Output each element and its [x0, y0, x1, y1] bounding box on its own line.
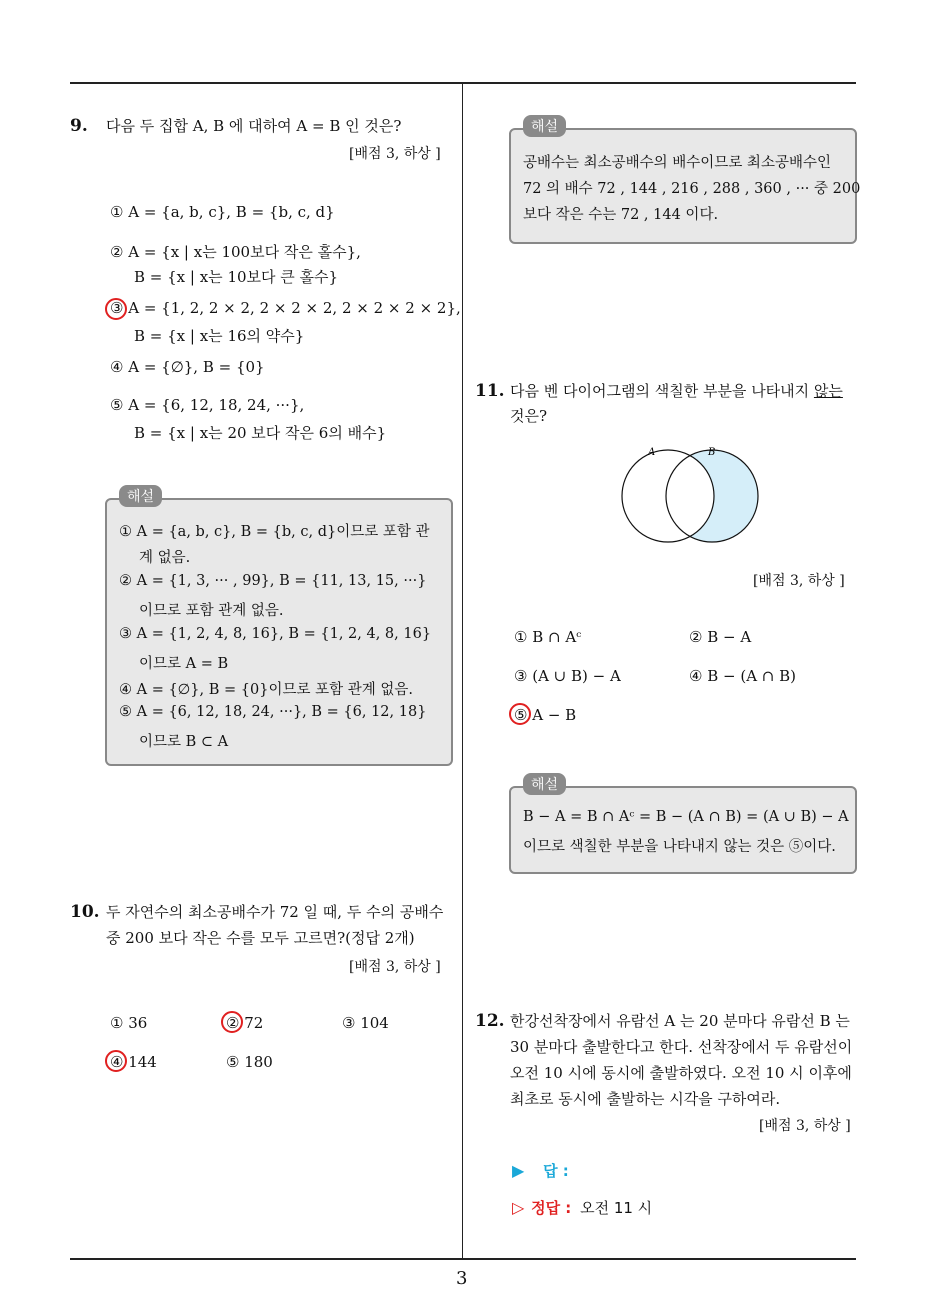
q10-expl-line: 보다 작은 수는 72 , 144 이다.	[523, 207, 719, 223]
correct-label: 정답 :	[531, 1199, 572, 1217]
q11-option-3: ③ (A ∪ B) − A	[514, 667, 621, 685]
venn-label-b: B	[708, 447, 716, 458]
venn-label-a: A	[648, 447, 656, 458]
q9-option-2: ② A = {x | x는 100보다 작은 홀수},	[110, 243, 361, 261]
q12-text-1: 한강선착장에서 유람선 A 는 20 분마다 유람선 B 는	[510, 1012, 850, 1030]
q10-answer-mark	[105, 1050, 127, 1072]
q12-text-3: 오전 10 시에 동시에 출발하였다. 오전 10 시 이후에	[510, 1064, 852, 1082]
correct-arrow-icon: ▷	[512, 1198, 525, 1217]
q12-text-4: 최초로 동시에 출발하는 시각을 구하여라.	[510, 1090, 781, 1108]
column-divider	[462, 83, 463, 1260]
q11-score: [배점 3, 하상 ]	[753, 573, 845, 589]
q11-option-1: ① B ∩ Aᶜ	[514, 628, 582, 646]
q11-answer-mark	[509, 703, 531, 725]
correct-value: 오전 11 시	[580, 1199, 653, 1217]
q9-expl-line: ① A = {a, b, c}, B = {b, c, d}이므로 포함 관	[119, 524, 430, 540]
q11-explanation-box	[509, 777, 857, 874]
q11-option-5: ⑤ A − B	[514, 706, 577, 724]
q9-option-1: ① A = {a, b, c}, B = {b, c, d}	[110, 203, 335, 221]
q9-score: [배점 3, 하상 ]	[349, 146, 441, 162]
venn-diagram	[600, 440, 770, 550]
q11-text-1b: 않는	[813, 382, 843, 400]
q9-expl-line: ③ A = {1, 2, 4, 8, 16}, B = {1, 2, 4, 8, 16}	[119, 626, 432, 642]
q11-option-2: ② B − A	[689, 628, 752, 646]
q10-expl-line: 72 의 배수 72 , 144 , 216 , 288 , 360 , ··· 중 200	[523, 181, 861, 197]
q9-answer-mark	[105, 298, 127, 320]
q9-expl-line: ⑤ A = {6, 12, 18, 24, ···}, B = {6, 12, 18}	[119, 704, 427, 720]
q9-expl-line: ② A = {1, 3, ··· , 99}, B = {11, 13, 15, ···}	[119, 573, 427, 589]
q9-expl-line: 이므로 A = B	[139, 656, 229, 672]
q9-explanation-tag: 해설	[119, 485, 162, 507]
q10-option-2: ② 72	[226, 1014, 264, 1032]
q11-text-2: 것은?	[510, 407, 548, 425]
q9-option-5b: B = {x | x는 20 보다 작은 6의 배수}	[134, 424, 387, 442]
q12-text-2: 30 분마다 출발한다고 한다. 선착장에서 두 유람선이	[510, 1038, 853, 1056]
q11-number: 11.	[475, 381, 505, 401]
q9-option-5: ⑤ A = {6, 12, 18, 24, ···},	[110, 396, 305, 414]
q10-option-5: ⑤ 180	[226, 1053, 273, 1071]
q9-explanation-box	[105, 489, 453, 766]
q9-option-2b: B = {x | x는 10보다 큰 홀수}	[134, 268, 339, 286]
q12-answer-row	[512, 1160, 569, 1181]
q9-expl-line: 이므로 B ⊂ A	[139, 734, 229, 750]
q9-option-4: ④ A = {∅}, B = {0}	[110, 358, 265, 376]
q10-number: 10.	[70, 902, 100, 922]
q10-option-1: ① 36	[110, 1014, 148, 1032]
q10-option-4: ④ 144	[110, 1053, 157, 1071]
q11-expl-line: 이므로 색칠한 부분을 나타내지 않는 것은 ⑤이다.	[523, 839, 836, 855]
q10-expl-line: 공배수는 최소공배수의 배수이므로 최소공배수인	[523, 155, 831, 171]
q9-expl-line: ④ A = {∅}, B = {0}이므로 포함 관계 없음.	[119, 682, 413, 698]
q9-text: 다음 두 집합 A, B 에 대하여 A = B 인 것은?	[106, 117, 402, 135]
q10-score: [배점 3, 하상 ]	[349, 959, 441, 975]
q12-number: 12.	[475, 1011, 505, 1031]
q10-text-2: 중 200 보다 작은 수를 모두 고르면?(정답 2개)	[106, 929, 415, 947]
q11-option-4: ④ B − (A ∩ B)	[689, 667, 797, 685]
bottom-rule	[70, 1258, 856, 1260]
q11-expl-line: B − A = B ∩ Aᶜ = B − (A ∩ B) = (A ∪ B) − A	[523, 809, 849, 825]
page-number: 3	[456, 1268, 468, 1289]
q11-explanation-tag: 해설	[523, 773, 566, 795]
q10-explanation-box	[509, 119, 861, 244]
q10-answer-mark	[221, 1011, 243, 1033]
q10-explanation-tag: 해설	[523, 115, 566, 137]
q9-option-3: ③ A = {1, 2, 2 × 2, 2 × 2 × 2, 2 × 2 × 2 × 2},	[110, 299, 461, 317]
q9-number: 9.	[70, 116, 88, 136]
answer-label: 답 :	[543, 1162, 569, 1180]
q10-option-3: ③ 104	[342, 1014, 389, 1032]
q9-expl-line: 계 없음.	[139, 550, 191, 566]
q12-correct-row	[512, 1197, 652, 1218]
top-rule	[70, 82, 856, 84]
q10-text-1: 두 자연수의 최소공배수가 72 일 때, 두 수의 공배수	[106, 903, 444, 921]
q11-text-1a: 다음 벤 다이어그램의 색칠한 부분을 나타내지	[510, 382, 814, 400]
answer-arrow-icon: ▶	[512, 1161, 525, 1180]
q12-score: [배점 3, 하상 ]	[759, 1118, 851, 1134]
q9-expl-line: 이므로 포함 관계 없음.	[139, 603, 284, 619]
q11-text-1	[510, 379, 843, 404]
q9-option-3b: B = {x | x는 16의 약수}	[134, 327, 305, 345]
